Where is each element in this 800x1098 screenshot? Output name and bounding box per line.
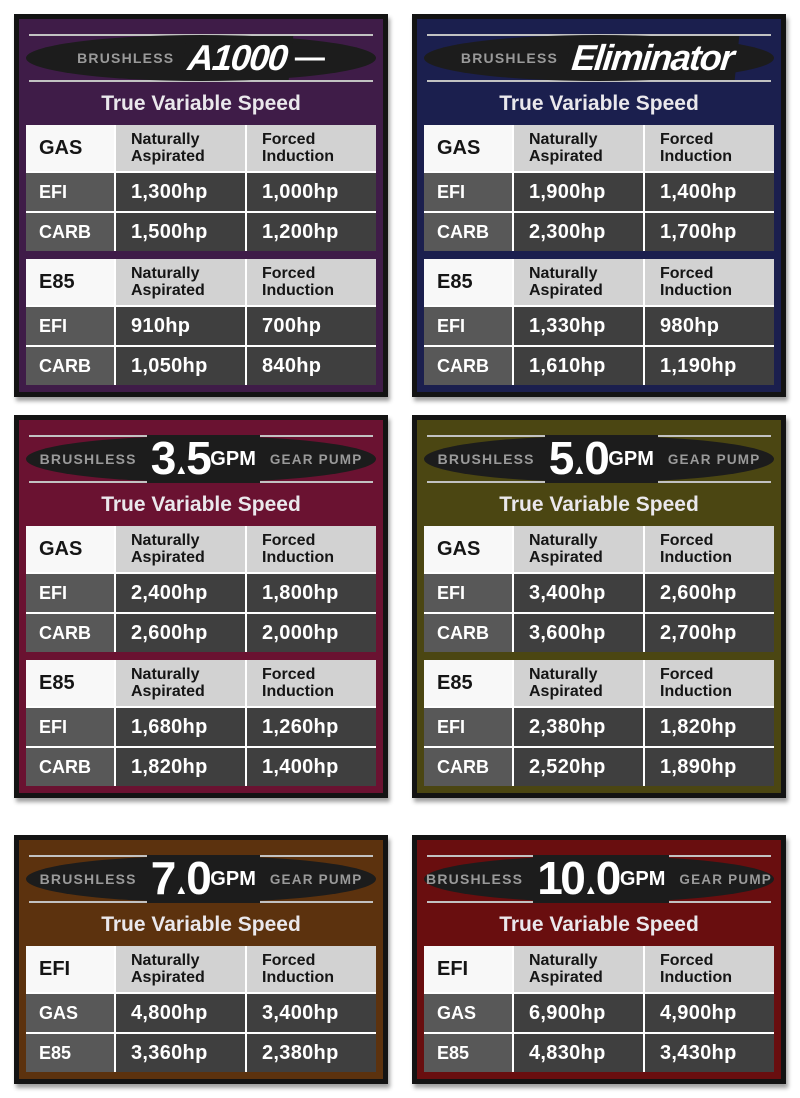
- column-header-line1: Forced: [262, 131, 316, 148]
- column-header-line2: Aspirated: [529, 549, 603, 566]
- hp-value: 1,700hp: [645, 213, 774, 251]
- column-header-line2: Induction: [660, 148, 732, 165]
- spec-table-gas: [424, 125, 774, 251]
- column-header-line2: Induction: [660, 549, 732, 566]
- hp-value: 2,520hp: [514, 748, 643, 786]
- row-label: CARB: [424, 614, 512, 652]
- hp-value: 1,500hp: [116, 213, 245, 251]
- brand-badge: [424, 35, 774, 81]
- hp-value: 1,890hp: [645, 748, 774, 786]
- column-header: [116, 946, 245, 992]
- column-header: [116, 259, 245, 305]
- brushless-label: BRUSHLESS: [39, 871, 137, 887]
- hp-value: 4,830hp: [514, 1034, 643, 1072]
- gpm-unit-label: GPM: [608, 447, 654, 470]
- column-header-line2: Aspirated: [529, 683, 603, 700]
- decimal-triangle-icon: ▲: [174, 462, 186, 478]
- row-label: GAS: [424, 994, 512, 1032]
- column-header: [116, 125, 245, 171]
- hp-value: 980hp: [645, 307, 774, 345]
- column-header-line1: Forced: [660, 265, 714, 282]
- column-header-line1: Forced: [262, 666, 316, 683]
- fuel-type-header: E85: [26, 660, 114, 706]
- column-header: [247, 259, 376, 305]
- brushless-label: BRUSHLESS: [39, 451, 137, 467]
- hp-value: 1,400hp: [645, 173, 774, 211]
- row-label: E85: [26, 1034, 114, 1072]
- column-header-line1: Forced: [660, 952, 714, 969]
- hp-value: 1,820hp: [645, 708, 774, 746]
- column-header-line2: Aspirated: [131, 282, 205, 299]
- hp-value: 3,600hp: [514, 614, 643, 652]
- column-header-line2: Aspirated: [131, 148, 205, 165]
- gear-pump-label: GEAR PUMP: [269, 451, 363, 467]
- column-header-line1: Forced: [262, 532, 316, 549]
- hp-value: 1,050hp: [116, 347, 245, 385]
- column-header-line2: Induction: [262, 683, 334, 700]
- hp-value: 4,800hp: [116, 994, 245, 1032]
- column-header-line1: Naturally: [529, 952, 598, 969]
- hp-value: 2,400hp: [116, 574, 245, 612]
- column-header-line2: Aspirated: [529, 148, 603, 165]
- brand-badge: [424, 432, 774, 485]
- brand-badge: [424, 852, 774, 905]
- hp-value: 2,700hp: [645, 614, 774, 652]
- hp-value: 700hp: [247, 307, 376, 345]
- column-header: [514, 946, 643, 992]
- column-header: [645, 946, 774, 992]
- logo-name: Eliminator: [566, 36, 740, 80]
- brushless-label: BRUSHLESS: [426, 871, 524, 887]
- hp-value: 1,900hp: [514, 173, 643, 211]
- column-header: [247, 526, 376, 572]
- column-header-line1: Forced: [660, 666, 714, 683]
- pump-card-10.0-gpm-gear-pump: [412, 835, 786, 1084]
- hp-value: 1,680hp: [116, 708, 245, 746]
- column-header-line1: Naturally: [131, 131, 200, 148]
- fuel-type-header: EFI: [424, 946, 512, 992]
- row-label: CARB: [424, 213, 512, 251]
- spec-table-e85: [424, 660, 774, 786]
- spec-table-gas: [26, 125, 376, 251]
- column-header: [645, 526, 774, 572]
- gpm-number: [147, 432, 260, 485]
- hp-value: 840hp: [247, 347, 376, 385]
- hp-value: 2,600hp: [645, 574, 774, 612]
- pump-card-3.5-gpm-gear-pump: [14, 415, 388, 798]
- hp-value: 2,600hp: [116, 614, 245, 652]
- row-label: CARB: [26, 748, 114, 786]
- fuel-type-header: EFI: [26, 946, 114, 992]
- column-header: [247, 125, 376, 171]
- column-header-line1: Naturally: [529, 532, 598, 549]
- gear-pump-label: GEAR PUMP: [667, 451, 761, 467]
- row-label: E85: [424, 1034, 512, 1072]
- column-header: [247, 946, 376, 992]
- spec-table-e85: [26, 259, 376, 385]
- pump-card-a1000: [14, 14, 388, 397]
- hp-value: 1,820hp: [116, 748, 245, 786]
- column-header: [645, 125, 774, 171]
- pump-card-5.0-gpm-gear-pump: [412, 415, 786, 798]
- row-label: EFI: [26, 574, 114, 612]
- decimal-triangle-icon: ▲: [584, 882, 595, 898]
- column-header-line1: Forced: [262, 952, 316, 969]
- logo-band: [26, 848, 376, 910]
- row-label: CARB: [424, 748, 512, 786]
- decimal-triangle-icon: ▲: [174, 882, 186, 898]
- column-header-line1: Naturally: [529, 666, 598, 683]
- hp-value: 2,380hp: [247, 1034, 376, 1072]
- column-header-line2: Induction: [660, 282, 732, 299]
- column-header-line2: Aspirated: [131, 549, 205, 566]
- spec-table-e85: [424, 259, 774, 385]
- logo-band: [424, 428, 774, 490]
- column-header-line1: Naturally: [131, 666, 200, 683]
- fuel-type-header: GAS: [26, 125, 114, 171]
- column-header-line1: Naturally: [131, 952, 200, 969]
- row-label: CARB: [424, 347, 512, 385]
- column-header: [116, 526, 245, 572]
- gear-pump-label: GEAR PUMP: [679, 871, 772, 887]
- decimal-triangle-icon: ▲: [572, 462, 584, 478]
- column-header: [514, 526, 643, 572]
- column-header-line2: Induction: [660, 683, 732, 700]
- fuel-type-header: E85: [26, 259, 114, 305]
- row-label: CARB: [26, 347, 114, 385]
- gpm-number-digits: 5▲0: [548, 432, 608, 485]
- spec-table-gas: [424, 526, 774, 652]
- column-header-line1: Naturally: [131, 265, 200, 282]
- card-subtitle: True Variable Speed: [499, 913, 699, 936]
- column-header: [514, 125, 643, 171]
- column-header: [645, 660, 774, 706]
- hp-value: 1,610hp: [514, 347, 643, 385]
- row-label: EFI: [424, 307, 512, 345]
- column-header-line2: Induction: [262, 549, 334, 566]
- hp-value: 910hp: [116, 307, 245, 345]
- gpm-number: [545, 432, 658, 485]
- gpm-number: [147, 852, 260, 905]
- column-header-line2: Aspirated: [131, 683, 205, 700]
- fuel-type-header: GAS: [26, 526, 114, 572]
- row-label: EFI: [26, 173, 114, 211]
- gpm-number-digits: 3▲5: [150, 432, 210, 485]
- column-header-line2: Induction: [262, 282, 334, 299]
- pump-card-eliminator: [412, 14, 786, 397]
- column-header-line1: Forced: [262, 265, 316, 282]
- hp-value: 1,190hp: [645, 347, 774, 385]
- column-header-line2: Aspirated: [131, 969, 205, 986]
- gpm-number: [533, 852, 669, 905]
- brushless-label: BRUSHLESS: [77, 50, 175, 66]
- gear-pump-label: GEAR PUMP: [269, 871, 363, 887]
- spec-table-efi: [424, 946, 774, 1072]
- hp-value: 4,900hp: [645, 994, 774, 1032]
- row-label: EFI: [424, 574, 512, 612]
- fuel-type-header: E85: [424, 259, 512, 305]
- hp-value: 1,260hp: [247, 708, 376, 746]
- brand-badge: [26, 852, 376, 905]
- spec-table-efi: [26, 946, 376, 1072]
- column-header-line2: Induction: [262, 969, 334, 986]
- gpm-unit-label: GPM: [210, 867, 256, 890]
- card-subtitle: True Variable Speed: [499, 92, 699, 115]
- hp-value: 2,380hp: [514, 708, 643, 746]
- column-header: [514, 259, 643, 305]
- logo-band: [26, 27, 376, 89]
- card-subtitle: True Variable Speed: [101, 493, 301, 516]
- card-subtitle: True Variable Speed: [101, 92, 301, 115]
- row-label: CARB: [26, 213, 114, 251]
- brushless-label: BRUSHLESS: [460, 50, 559, 66]
- brand-badge: [26, 35, 376, 81]
- hp-value: 1,300hp: [116, 173, 245, 211]
- logo-band: [26, 428, 376, 490]
- column-header-line2: Induction: [262, 148, 334, 165]
- hp-value: 2,300hp: [514, 213, 643, 251]
- hp-value: 1,000hp: [247, 173, 376, 211]
- column-header-line1: Naturally: [529, 265, 598, 282]
- column-header-line1: Naturally: [131, 532, 200, 549]
- hp-value: 1,800hp: [247, 574, 376, 612]
- card-subtitle: True Variable Speed: [101, 913, 301, 936]
- column-header: [514, 660, 643, 706]
- brand-badge: [26, 432, 376, 485]
- column-header-line2: Aspirated: [529, 969, 603, 986]
- column-header: [116, 660, 245, 706]
- fuel-type-header: GAS: [424, 526, 512, 572]
- hp-value: 1,400hp: [247, 748, 376, 786]
- gpm-unit-label: GPM: [619, 867, 666, 890]
- row-label: GAS: [26, 994, 114, 1032]
- row-label: CARB: [26, 614, 114, 652]
- hp-value: 6,900hp: [514, 994, 643, 1032]
- column-header-line2: Induction: [660, 969, 732, 986]
- fuel-type-header: E85: [424, 660, 512, 706]
- hp-value: 2,000hp: [247, 614, 376, 652]
- spec-table-gas: [26, 526, 376, 652]
- spec-table-e85: [26, 660, 376, 786]
- row-label: EFI: [26, 307, 114, 345]
- hp-value: 3,430hp: [645, 1034, 774, 1072]
- row-label: EFI: [424, 173, 512, 211]
- row-label: EFI: [26, 708, 114, 746]
- card-subtitle: True Variable Speed: [499, 493, 699, 516]
- logo-band: [424, 27, 774, 89]
- row-label: EFI: [424, 708, 512, 746]
- logo-band: [424, 848, 774, 910]
- hp-value: 1,200hp: [247, 213, 376, 251]
- fuel-type-header: GAS: [424, 125, 512, 171]
- column-header-line2: Aspirated: [529, 282, 603, 299]
- gpm-number-digits: 10▲0: [537, 852, 619, 905]
- column-header: [247, 660, 376, 706]
- brushless-label: BRUSHLESS: [437, 451, 535, 467]
- hp-value: 1,330hp: [514, 307, 643, 345]
- pump-card-7.0-gpm-gear-pump: [14, 835, 388, 1084]
- gpm-number-digits: 7▲0: [150, 852, 210, 905]
- logo-name: A1000: [182, 36, 293, 80]
- column-header-line1: Naturally: [529, 131, 598, 148]
- hp-value: 3,360hp: [116, 1034, 245, 1072]
- hp-value: 3,400hp: [514, 574, 643, 612]
- column-header: [645, 259, 774, 305]
- column-header-line1: Forced: [660, 532, 714, 549]
- column-header-line1: Forced: [660, 131, 714, 148]
- hp-value: 3,400hp: [247, 994, 376, 1032]
- logo-dash: —: [294, 41, 325, 74]
- gpm-unit-label: GPM: [210, 447, 256, 470]
